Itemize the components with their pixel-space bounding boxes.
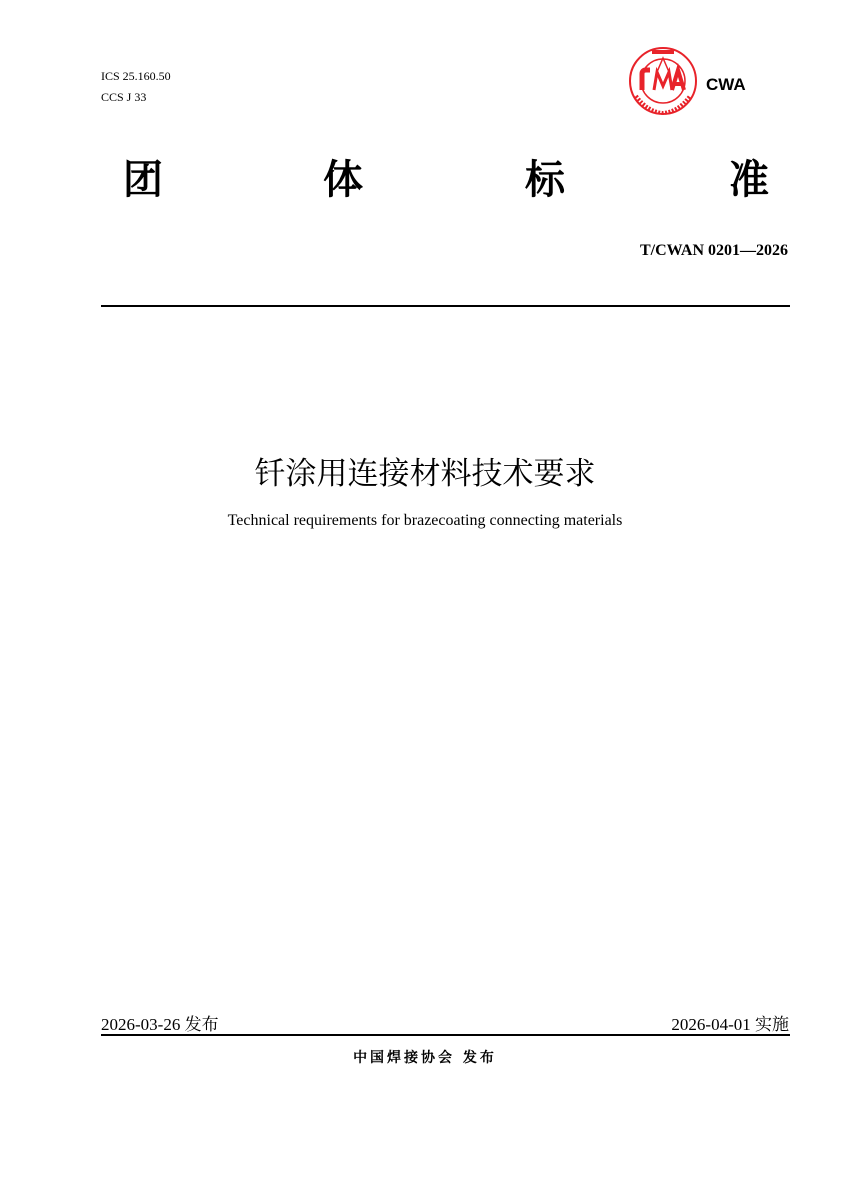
ics-code: ICS 25.160.50 [101, 69, 171, 83]
document-title-chinese: 钎涂用连接材料技术要求 [254, 456, 596, 492]
ccs-code: CCS J 33 [101, 90, 147, 104]
publish-date: 2026-03-26 发布 [101, 1015, 219, 1034]
header-divider [101, 305, 790, 307]
standard-number: T/CWAN 0201—2026 [639, 242, 788, 259]
standard-type-char: 标 [525, 157, 565, 203]
standard-type-char: 体 [323, 157, 363, 203]
cwa-logo-emblem [628, 46, 698, 116]
cwa-logo-text: CWA [706, 75, 746, 94]
document-title-english: Technical requirements for brazecoating connecting materials [227, 512, 623, 529]
standard-type-char: 团 [123, 157, 163, 203]
implement-date: 2026-04-01 实施 [671, 1015, 789, 1034]
footer-divider [101, 1034, 790, 1036]
standard-type-char: 准 [729, 157, 769, 203]
standard-type-title [101, 150, 789, 210]
publisher-line: 中国焊接协会 发布 [353, 1050, 497, 1066]
classification-codes [101, 66, 171, 108]
